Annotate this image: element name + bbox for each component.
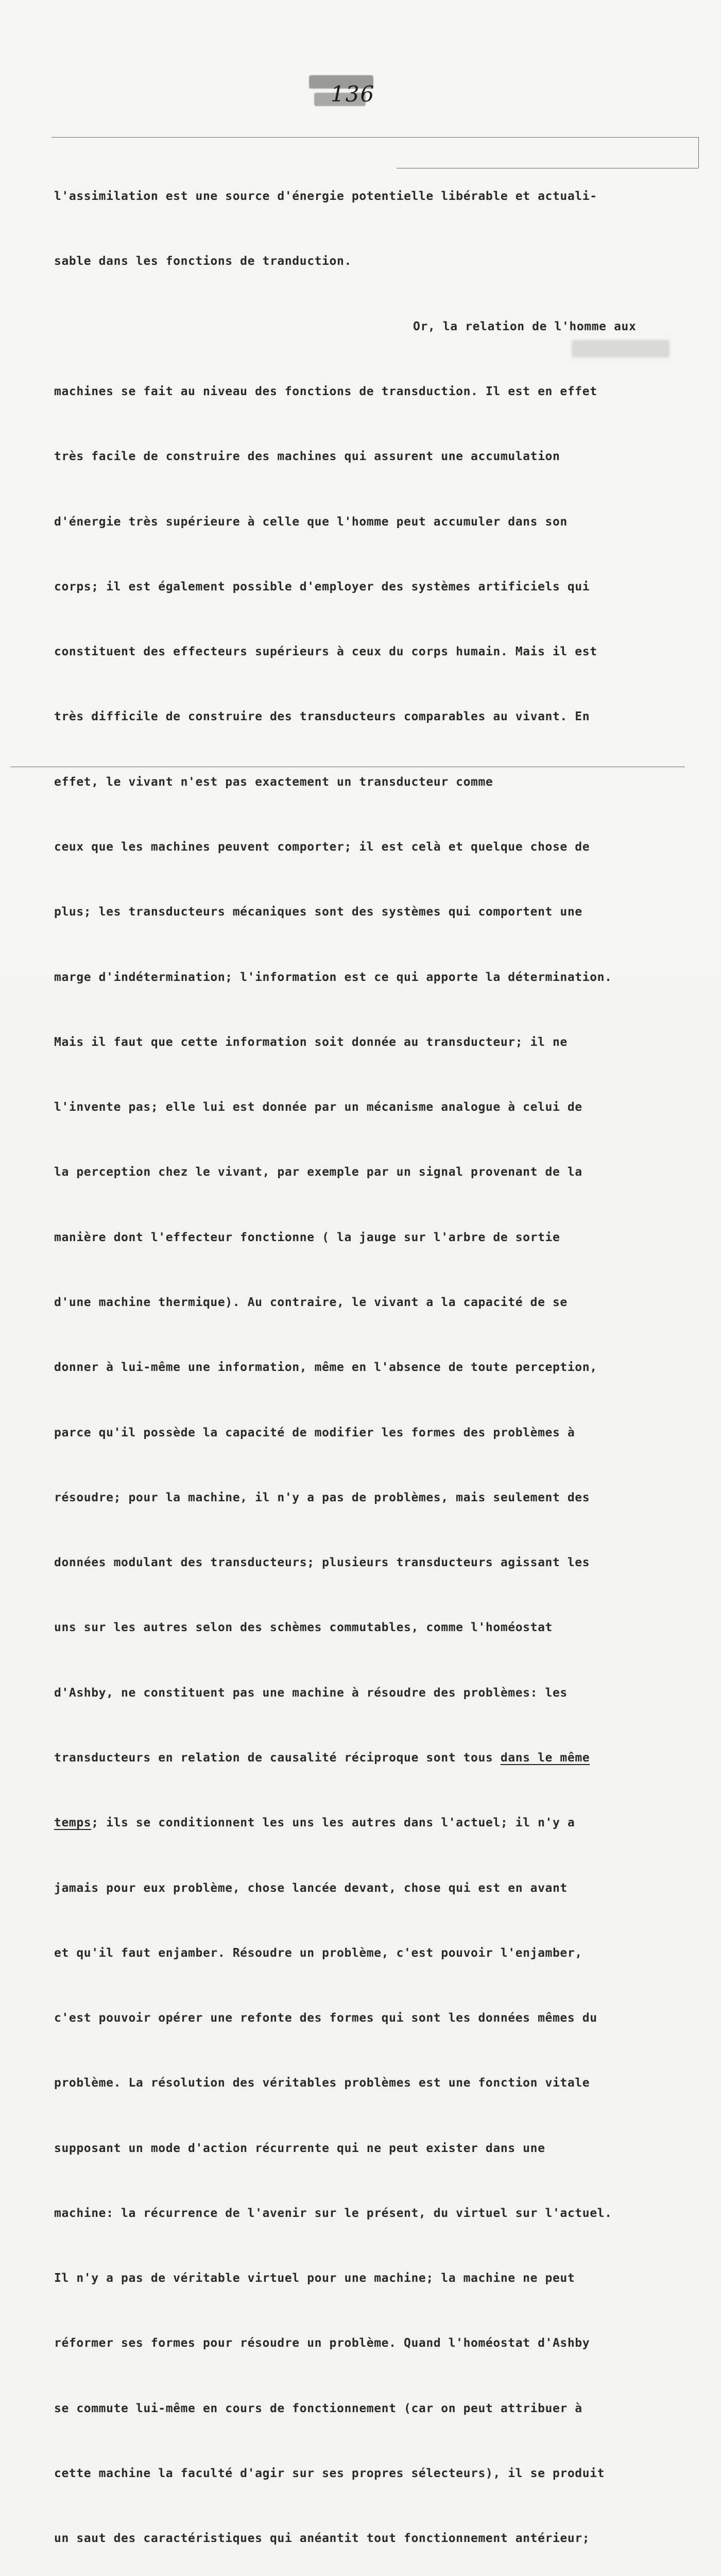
text-line (54, 1812, 693, 1834)
text-line: et qu'il faut enjamber. Résoudre un problème, c'est pouvoir l'enjamber, (54, 1946, 582, 1960)
text-line: corps; il est également possible d'employer des systèmes artificiels qui (54, 580, 590, 594)
text-run: transducteurs en relation de causalité réciproque sont tous (54, 1751, 501, 1765)
text-line (54, 1747, 693, 1769)
text-line: uns sur les autres selon des schèmes commutables, comme l'homéostat (54, 1621, 553, 1635)
text-line: d'Ashby, ne constituent pas une machine à résoudre des problèmes: les (54, 1686, 568, 1700)
text-line: très facile de construire des machines qui assurent une accumulation (54, 450, 560, 464)
text-line: se commute lui-même en cours de fonctionnement (car on peut attribuer à (54, 2401, 582, 2415)
text-line: machine: la récurrence de l'avenir sur le présent, du virtuel sur l'actuel. (54, 2206, 612, 2220)
page-number: 136 (331, 81, 375, 107)
text-line: effet, le vivant n'est pas exactement un transducteur comme (54, 775, 493, 789)
text-line: d'une machine thermique). Au contraire, le vivant a la capacité de se (54, 1295, 568, 1309)
text-line: résoudre; pour la machine, il n'y a pas de problèmes, mais seulement des (54, 1490, 590, 1504)
text-line: donner à lui-même une information, même en l'absence de toute perception, (54, 1361, 597, 1375)
text-line: Il n'y a pas de véritable virtuel pour une machine; la machine ne peut (54, 2272, 575, 2285)
text-line: constituent des effecteurs supérieurs à ceux du corps humain. Mais il est (54, 645, 597, 659)
underlined-phrase: dans le même (500, 1751, 590, 1765)
text-line: Mais il faut que cette information soit donnée au transducteur; il ne (54, 1035, 568, 1049)
text-line: supposant un mode d'action récurrente qui ne peut exister dans une (54, 2141, 545, 2155)
text-line: un saut des caractéristiques qui anéantit tout fonctionnement antérieur; (54, 2532, 590, 2546)
text-line: très difficile de construire des transducteurs comparables au vivant. En (54, 710, 590, 724)
text-line: plus; les transducteurs mécaniques sont des systèmes qui comportent une (54, 905, 582, 919)
text-line: problème. La résolution des véritables problèmes est une fonction vitale (54, 2076, 590, 2090)
text-line: réformer ses formes pour résoudre un problème. Quand l'homéostat d'Ashby (54, 2336, 590, 2350)
text-line: ceux que les machines peuvent comporter; il est celà et quelque chose de (54, 840, 590, 854)
underlined-phrase: temps (54, 1816, 92, 1830)
text-line: l'invente pas; elle lui est donnée par un mécanisme analogue à celui de (54, 1100, 582, 1114)
text-line: Or, la relation de l'homme aux (413, 319, 637, 333)
body-text (54, 142, 693, 2576)
text-line: c'est pouvoir opérer une refonte des formes qui sont les données mêmes du (54, 2011, 597, 2025)
text-line: manière dont l'effecteur fonctionne ( la jauge sur l'arbre de sortie (54, 1230, 560, 1244)
text-run: ; ils se conditionnent les uns les autres dans l'actuel; il n'y a (91, 1816, 575, 1830)
text-line: la perception chez le vivant, par exemple par un signal provenant de la (54, 1165, 582, 1179)
text-line: l'assimilation est une source d'énergie potentielle libérable et actuali- (54, 190, 597, 204)
text-line: marge d'indétermination; l'information est ce qui apporte la détermination. (54, 970, 612, 984)
text-line: machines se fait au niveau des fonctions de transduction. Il est en effet (54, 385, 597, 399)
paste-edge (52, 137, 698, 138)
paste-edge (698, 137, 699, 168)
text-line: sable dans les fonctions de tranduction. (54, 255, 352, 268)
text-line: parce qu'il possède la capacité de modifier les formes des problèmes à (54, 1426, 575, 1439)
text-line: d'énergie très supérieure à celle que l'homme peut accumuler dans son (54, 515, 568, 529)
text-line: cette machine la faculté d'agir sur ses propres sélecteurs), il se produit (54, 2467, 605, 2481)
page-number-stamp (309, 72, 376, 113)
text-line: jamais pour eux problème, chose lancée devant, chose qui est en avant (54, 1881, 568, 1895)
text-line: données modulant des transducteurs; plusieurs transducteurs agissant les (54, 1556, 590, 1570)
